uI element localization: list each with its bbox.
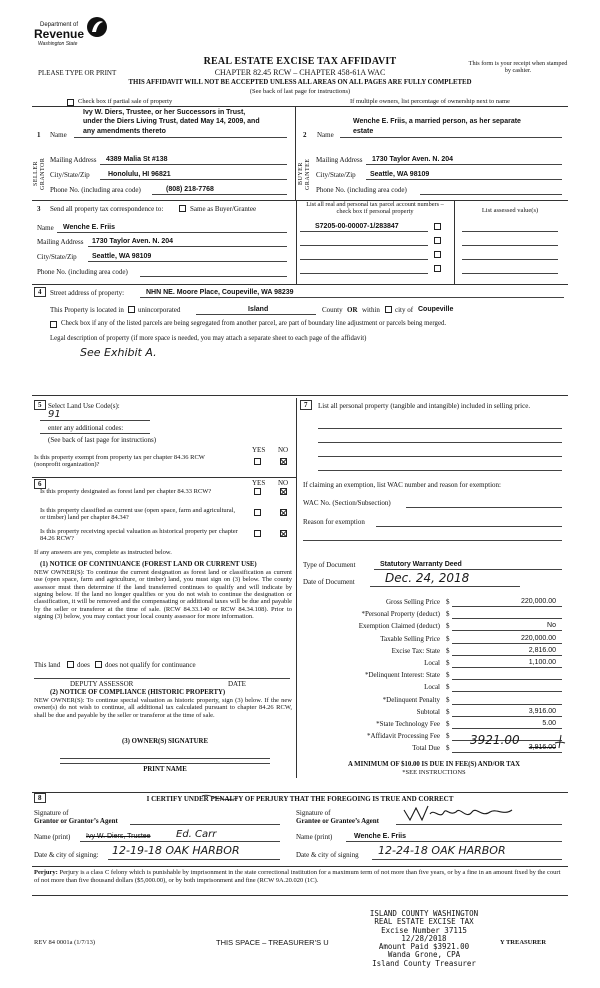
receipt-note: This form is your receipt when stamped by cashier. xyxy=(468,60,568,75)
tax-row-label: *Delinquent Interest: State xyxy=(364,671,440,680)
corr-city[interactable]: Seattle, WA 98109 xyxy=(92,253,152,260)
s6-question-2: Is this property classified as current use (open space, farm and agricultural, or timber) land per chapter 84.34? xyxy=(40,507,236,522)
land-use-label: Select Land Use Code(s): xyxy=(48,402,120,410)
county-name[interactable]: Island xyxy=(248,306,269,313)
section-1-number: 1 xyxy=(37,131,41,139)
parcel-header: List all real and personal tax parcel account numbers – check box if personal property xyxy=(306,201,444,216)
minimum-note: A MINIMUM OF $10.00 IS DUE IN FEE(S) AND/OR TAX xyxy=(347,761,521,768)
revenue-logo-icon xyxy=(86,16,108,38)
tax-row-value[interactable]: No xyxy=(547,622,556,630)
grantee-sig-label-2: Grantee or Grantee’s Agent xyxy=(296,817,380,825)
tax-row-label: Subtotal xyxy=(416,707,440,716)
corr-name-label: Name xyxy=(37,224,54,232)
tax-row-value[interactable]: 3,916.00 xyxy=(528,707,556,715)
buyer-mailing[interactable]: 1730 Taylor Aven. N. 204 xyxy=(372,156,454,163)
see-back: (See back of last page for instructions) xyxy=(249,88,351,95)
seller-city[interactable]: Honolulu, HI 96821 xyxy=(108,171,171,178)
this-land-label: This land xyxy=(34,661,61,669)
name-print-label-2: Name (print) xyxy=(296,833,333,841)
tax-row-value[interactable]: 3,916.00 xyxy=(528,744,556,752)
forest-no-checkbox[interactable] xyxy=(280,488,287,495)
doc-type-label: Type of Document xyxy=(303,561,356,569)
stamp-line-3: Excise Number 37115 xyxy=(381,925,467,935)
deputy-date: DATE xyxy=(228,680,246,688)
does-checkbox[interactable] xyxy=(67,661,74,668)
seller-city-label: City/State/Zip xyxy=(50,171,90,179)
corr-city-label: City/State/Zip xyxy=(37,253,77,261)
historic-yes-checkbox[interactable] xyxy=(254,530,261,537)
exempt-no-checkbox[interactable] xyxy=(280,458,287,465)
city-of-label: city of xyxy=(395,306,414,314)
perjury-text: Perjury is a class C felony which is punishable by imprisonment in the state correctional institution for a maximum term of not more than five years, or by a fine in an amount fixed by the court of not more than five thousand dollars ($5,000.00), or by both imprisonment and fine (RCW 9A.20.020 (1C). xyxy=(34,869,561,884)
agency-line1: Department of xyxy=(40,22,79,28)
tax-row-label: Taxable Selling Price xyxy=(380,634,440,643)
please-type: PLEASE TYPE OR PRINT xyxy=(38,69,117,77)
within-label: within xyxy=(362,306,380,314)
tax-row-label: *State Technology Fee xyxy=(376,720,440,728)
tax-row-currency: $ xyxy=(446,671,450,680)
revenue-logo xyxy=(34,16,104,52)
treasurer-space: THIS SPACE – TREASURER’S U xyxy=(216,939,329,947)
city-name[interactable]: Coupeville xyxy=(418,306,454,313)
section-7-number: 7 xyxy=(300,400,312,410)
current-use-no-checkbox[interactable] xyxy=(280,509,287,516)
corr-mailing[interactable]: 1730 Taylor Aven. N. 204 xyxy=(92,238,174,245)
tax-row-currency: $ xyxy=(446,695,450,704)
corr-mailing-label: Mailing Address xyxy=(37,238,84,246)
exemption-label: If claiming an exemption, list WAC number and reason for exemption: xyxy=(303,481,501,489)
notice1-text: NEW OWNER(S): To continue the current designation as forest land or classification as current use (open space, farm and agriculture, or timber) land, you must sign on (3) below. The county assessor must then determine if the land transferred continues to qualify and will indicate by signing below. If the land no longer qualifies or you do not wish to continue the designation or classification, it will be removed and the compensating or additional taxes will be due and payable by the seller or transferor at the time of sale. (RCW 84.33.140 or RCW 84.34.108). Prior to signing (3) below, you may contact your local county assessor for more information. xyxy=(34,569,292,621)
doc-type[interactable]: Statutory Warranty Deed xyxy=(380,561,462,568)
s6-question-1: Is this property designated as forest land per chapter 84.33 RCW? xyxy=(40,488,212,495)
wac-label: WAC No. (Section/Subsection) xyxy=(303,499,391,507)
seller-mailing[interactable]: 4389 Malia St #138 xyxy=(106,156,168,163)
tax-row-value[interactable]: 2,816.00 xyxy=(528,646,556,654)
grantee-date-label: Date & city of signing xyxy=(296,851,359,859)
tax-row-currency: $ xyxy=(446,744,450,753)
notice2-title: (2) NOTICE OF COMPLIANCE (HISTORIC PROPERTY) xyxy=(50,689,226,696)
tax-row-label: *Affidavit Processing Fee xyxy=(367,732,440,741)
seller-name-label: Name xyxy=(50,131,67,139)
deputy-assessor: DEPUTY ASSESSOR xyxy=(70,680,134,688)
tax-row-currency: $ xyxy=(446,634,450,643)
s6-no-header: NO xyxy=(278,479,289,487)
perjury-block xyxy=(34,869,566,885)
county-label: County xyxy=(322,306,343,314)
corr-phone-label: Phone No. (including area code) xyxy=(37,268,128,276)
buyer-phone-label: Phone No. (including area code) xyxy=(316,186,407,194)
seller-phone-label: Phone No. (including area code) xyxy=(50,186,141,194)
s6-question-3: Is this property receiving special valuation as historical property per chapter 84.26 RCW? xyxy=(40,528,238,543)
tax-row-value[interactable]: 220,000.00 xyxy=(520,598,556,605)
tax-row-currency: $ xyxy=(446,707,450,716)
tax-row-currency: $ xyxy=(446,622,450,631)
section-2-number: 2 xyxy=(303,131,307,139)
assessed-header: List assessed value(s) xyxy=(481,207,539,214)
tax-row-label: Total Due xyxy=(412,744,440,753)
street-label: Street address of property: xyxy=(50,289,125,297)
exempt-yes-checkbox[interactable] xyxy=(254,458,261,465)
total-initial-mark xyxy=(553,734,567,750)
land-use-code[interactable]: 91 xyxy=(48,409,61,420)
correspondence-label: Send all property tax correspondence to: xyxy=(50,205,164,213)
doc-date-label: Date of Document xyxy=(303,578,355,586)
grantor-sig-label-1: Signature of xyxy=(34,809,69,817)
stamp-line-4: 12/28/2018 xyxy=(401,933,447,943)
section-4-number: 4 xyxy=(34,287,46,297)
land-use-no-header: NO xyxy=(278,446,289,454)
legal-handwritten: See Exhibit A. xyxy=(80,346,157,359)
parcel-personal-checkbox-3[interactable] xyxy=(434,251,441,258)
tax-row-currency: $ xyxy=(446,610,450,619)
stamp-line-6: Wanda Grone, CPA xyxy=(387,950,461,960)
tax-row-label: Gross Selling Price xyxy=(385,598,440,606)
personal-property-label: List all personal property (tangible and intangible) included in selling price. xyxy=(318,402,531,410)
current-use-yes-checkbox[interactable] xyxy=(254,509,261,516)
parcel-number[interactable]: S7205-00-00007-1/283847 xyxy=(315,223,399,230)
seller-name-line2: under the Diers Living Trust, dated May 14, 2009, and xyxy=(83,118,260,125)
tax-row-label: *Personal Property (deduct) xyxy=(361,610,440,619)
legal-label: Legal description of property (if more space is needed, you may attach a separate sheet to each page of the affidavit) xyxy=(50,335,367,342)
tax-row-label: Excise Tax: State xyxy=(391,646,440,655)
stamp-line-7: Island County Treasurer xyxy=(372,958,476,968)
stamp-line-1: ISLAND COUNTY WASHINGTON xyxy=(369,909,479,918)
see-instructions: *SEE INSTRUCTIONS xyxy=(402,769,466,776)
grantee-date-city[interactable]: 12-24-18 OAK HARBOR xyxy=(378,844,506,857)
agency-line2: Revenue xyxy=(34,27,85,41)
partial-sale-label: Check box if partial sale of property xyxy=(78,98,173,105)
buyer-name-line1: Wenche E. Friis, a married person, as her separate xyxy=(353,118,521,125)
land-use-see-back: (See back of last page for instructions) xyxy=(48,436,157,444)
section-5-number: 5 xyxy=(34,400,46,410)
doc-date-handwritten[interactable]: Dec. 24, 2018 xyxy=(385,571,470,585)
forest-yes-checkbox[interactable] xyxy=(254,488,261,495)
grantor-name-handwritten[interactable]: Ed. Carr xyxy=(176,829,217,840)
notice1-title: (1) NOTICE OF CONTINUANCE (FOREST LAND OR CURRENT USE) xyxy=(40,561,257,568)
unincorporated-checkbox[interactable] xyxy=(128,306,135,313)
perjury-label: Perjury: xyxy=(34,869,58,876)
grantee-name[interactable]: Wenche E. Friis xyxy=(354,833,406,840)
land-use-yes-header: YES xyxy=(252,446,266,454)
form-chapter: CHAPTER 82.45 RCW – CHAPTER 458-61A WAC xyxy=(214,68,386,77)
grantor-sig-label-2: Grantor or Grantor’s Agent xyxy=(34,817,118,825)
name-print-label-1: Name (print) xyxy=(34,833,71,841)
partial-sale-checkbox[interactable] xyxy=(67,99,74,106)
grantee-sig-label-1: Signature of xyxy=(296,809,331,817)
tax-row-label: *Delinquent Penalty xyxy=(382,695,440,704)
form-title: REAL ESTATE EXCISE TAX AFFIDAVIT xyxy=(203,56,397,67)
tax-row-label: Local xyxy=(424,683,440,692)
grantor-date-label: Date & city of signing: xyxy=(34,851,99,859)
parcel-personal-checkbox-2[interactable] xyxy=(434,237,441,244)
seller-name-line3: any amendments thereto xyxy=(83,128,166,135)
does-not-checkbox[interactable] xyxy=(95,661,102,668)
buyer-name-label: Name xyxy=(317,131,334,139)
or-label: OR xyxy=(347,306,358,314)
segregated-label: Check box if any of the listed parcels are being segregated from another parcel, are part of boundary line adjustment or parcels being merged. xyxy=(61,320,447,327)
s6-yes-header: YES xyxy=(252,479,266,487)
parcel-personal-checkbox-1[interactable] xyxy=(434,223,441,230)
grantor-name-typed: Ivy W. Diers, Trustee xyxy=(86,833,151,840)
corr-name[interactable]: Wenche E. Friis xyxy=(63,224,115,231)
stamp-line-5: Amount Paid $3921.00 xyxy=(378,942,470,951)
reason-label: Reason for exemption xyxy=(303,518,365,526)
seller-phone[interactable]: (808) 218-7768 xyxy=(166,186,214,193)
exempt-question: Is this property exempt from property tax per chapter 84.36 RCW (nonprofit organization)? xyxy=(34,454,205,469)
tax-row-currency: $ xyxy=(446,659,450,667)
same-as-buyer-label: Same as Buyer/Grantee xyxy=(190,205,257,213)
segregated-checkbox[interactable] xyxy=(50,321,57,328)
tax-row-value[interactable]: 5.00 xyxy=(542,720,556,727)
print-name-label: PRINT NAME xyxy=(143,766,187,773)
treasurer-stamp xyxy=(356,910,492,968)
seller-name-line1: Ivy W. Diers, Trustee, or her Successors in Trust, xyxy=(83,109,246,116)
street-address[interactable]: NHN NE. Moore Place, Coupeville, WA 98239 xyxy=(146,289,294,296)
multiple-owners-note: If multiple owners, list percentage of ownership next to name xyxy=(350,98,510,105)
additional-codes-label: enter any additional codes: xyxy=(48,424,124,432)
section-3-number: 3 xyxy=(37,205,41,213)
tax-row-currency: $ xyxy=(446,720,450,728)
form-number: REV 84 0001a (1/7/13) xyxy=(34,939,96,946)
grantee-signature[interactable] xyxy=(400,800,520,826)
tax-row-value[interactable]: 220,000.00 xyxy=(520,634,556,642)
buyer-side-label: BUYER GRANTEE xyxy=(298,158,311,190)
agency-line3: Washington State xyxy=(38,41,78,47)
certify-text: I CERTIFY UNDER PENALTY OF PERJURY THAT THE FOREGOING IS TRUE AND CORRECT xyxy=(146,795,454,803)
tax-row-value[interactable]: 1,100.00 xyxy=(528,659,556,666)
does-not-label: does not qualify for continuance xyxy=(105,661,196,669)
grantor-date-city[interactable]: 12-19-18 OAK HARBOR xyxy=(112,844,240,857)
same-as-buyer-checkbox[interactable] xyxy=(179,205,186,212)
section-8-number: 8 xyxy=(34,793,46,803)
does-label: does xyxy=(77,661,90,669)
s6-if-yes: If any answers are yes, complete as instructed below. xyxy=(34,549,172,556)
tax-row-currency: $ xyxy=(446,732,450,741)
buyer-name-line2: estate xyxy=(353,128,374,135)
section-6-number: 6 xyxy=(34,479,46,489)
total-due-handwritten[interactable]: 3921.00 xyxy=(470,733,520,747)
seller-mailing-label: Mailing Address xyxy=(50,156,97,164)
seller-side-label: SELLER GRANTOR xyxy=(33,157,46,191)
certify-pen-mark xyxy=(200,790,240,810)
tax-row-currency: $ xyxy=(446,598,450,606)
historic-no-checkbox[interactable] xyxy=(280,530,287,537)
notice2-text: NEW OWNER(S): To continue special valuation as historic property, sign (3) below. If the new owner(s) do not wish to continue, all additional tax calculated pursuant to chapter 84.26 RCW, shall be due and payable by the seller or transferor at the time of sale. xyxy=(34,697,292,719)
stamp-line-2: REAL ESTATE EXCISE TAX xyxy=(374,917,474,927)
tax-row-currency: $ xyxy=(446,683,450,692)
buyer-city-label: City/State/Zip xyxy=(316,171,356,179)
tax-row-label: Local xyxy=(424,659,440,667)
form-warning: THIS AFFIDAVIT WILL NOT BE ACCEPTED UNLESS ALL AREAS ON ALL PAGES ARE FULLY COMPLETED xyxy=(128,79,472,86)
tax-row-currency: $ xyxy=(446,646,450,655)
buyer-city[interactable]: Seattle, WA 98109 xyxy=(370,171,430,178)
treasurer-use-only: Y TREASURER xyxy=(500,939,547,946)
owner-signature-label: (3) OWNER(S) SIGNATURE xyxy=(122,738,208,745)
buyer-mailing-label: Mailing Address xyxy=(316,156,363,164)
located-label: This Property is located in xyxy=(50,306,124,314)
city-checkbox[interactable] xyxy=(385,306,392,313)
unincorporated-label: unincorporated xyxy=(138,306,181,314)
tax-row-label: Exemption Claimed (deduct) xyxy=(358,622,440,631)
parcel-personal-checkbox-4[interactable] xyxy=(434,265,441,272)
